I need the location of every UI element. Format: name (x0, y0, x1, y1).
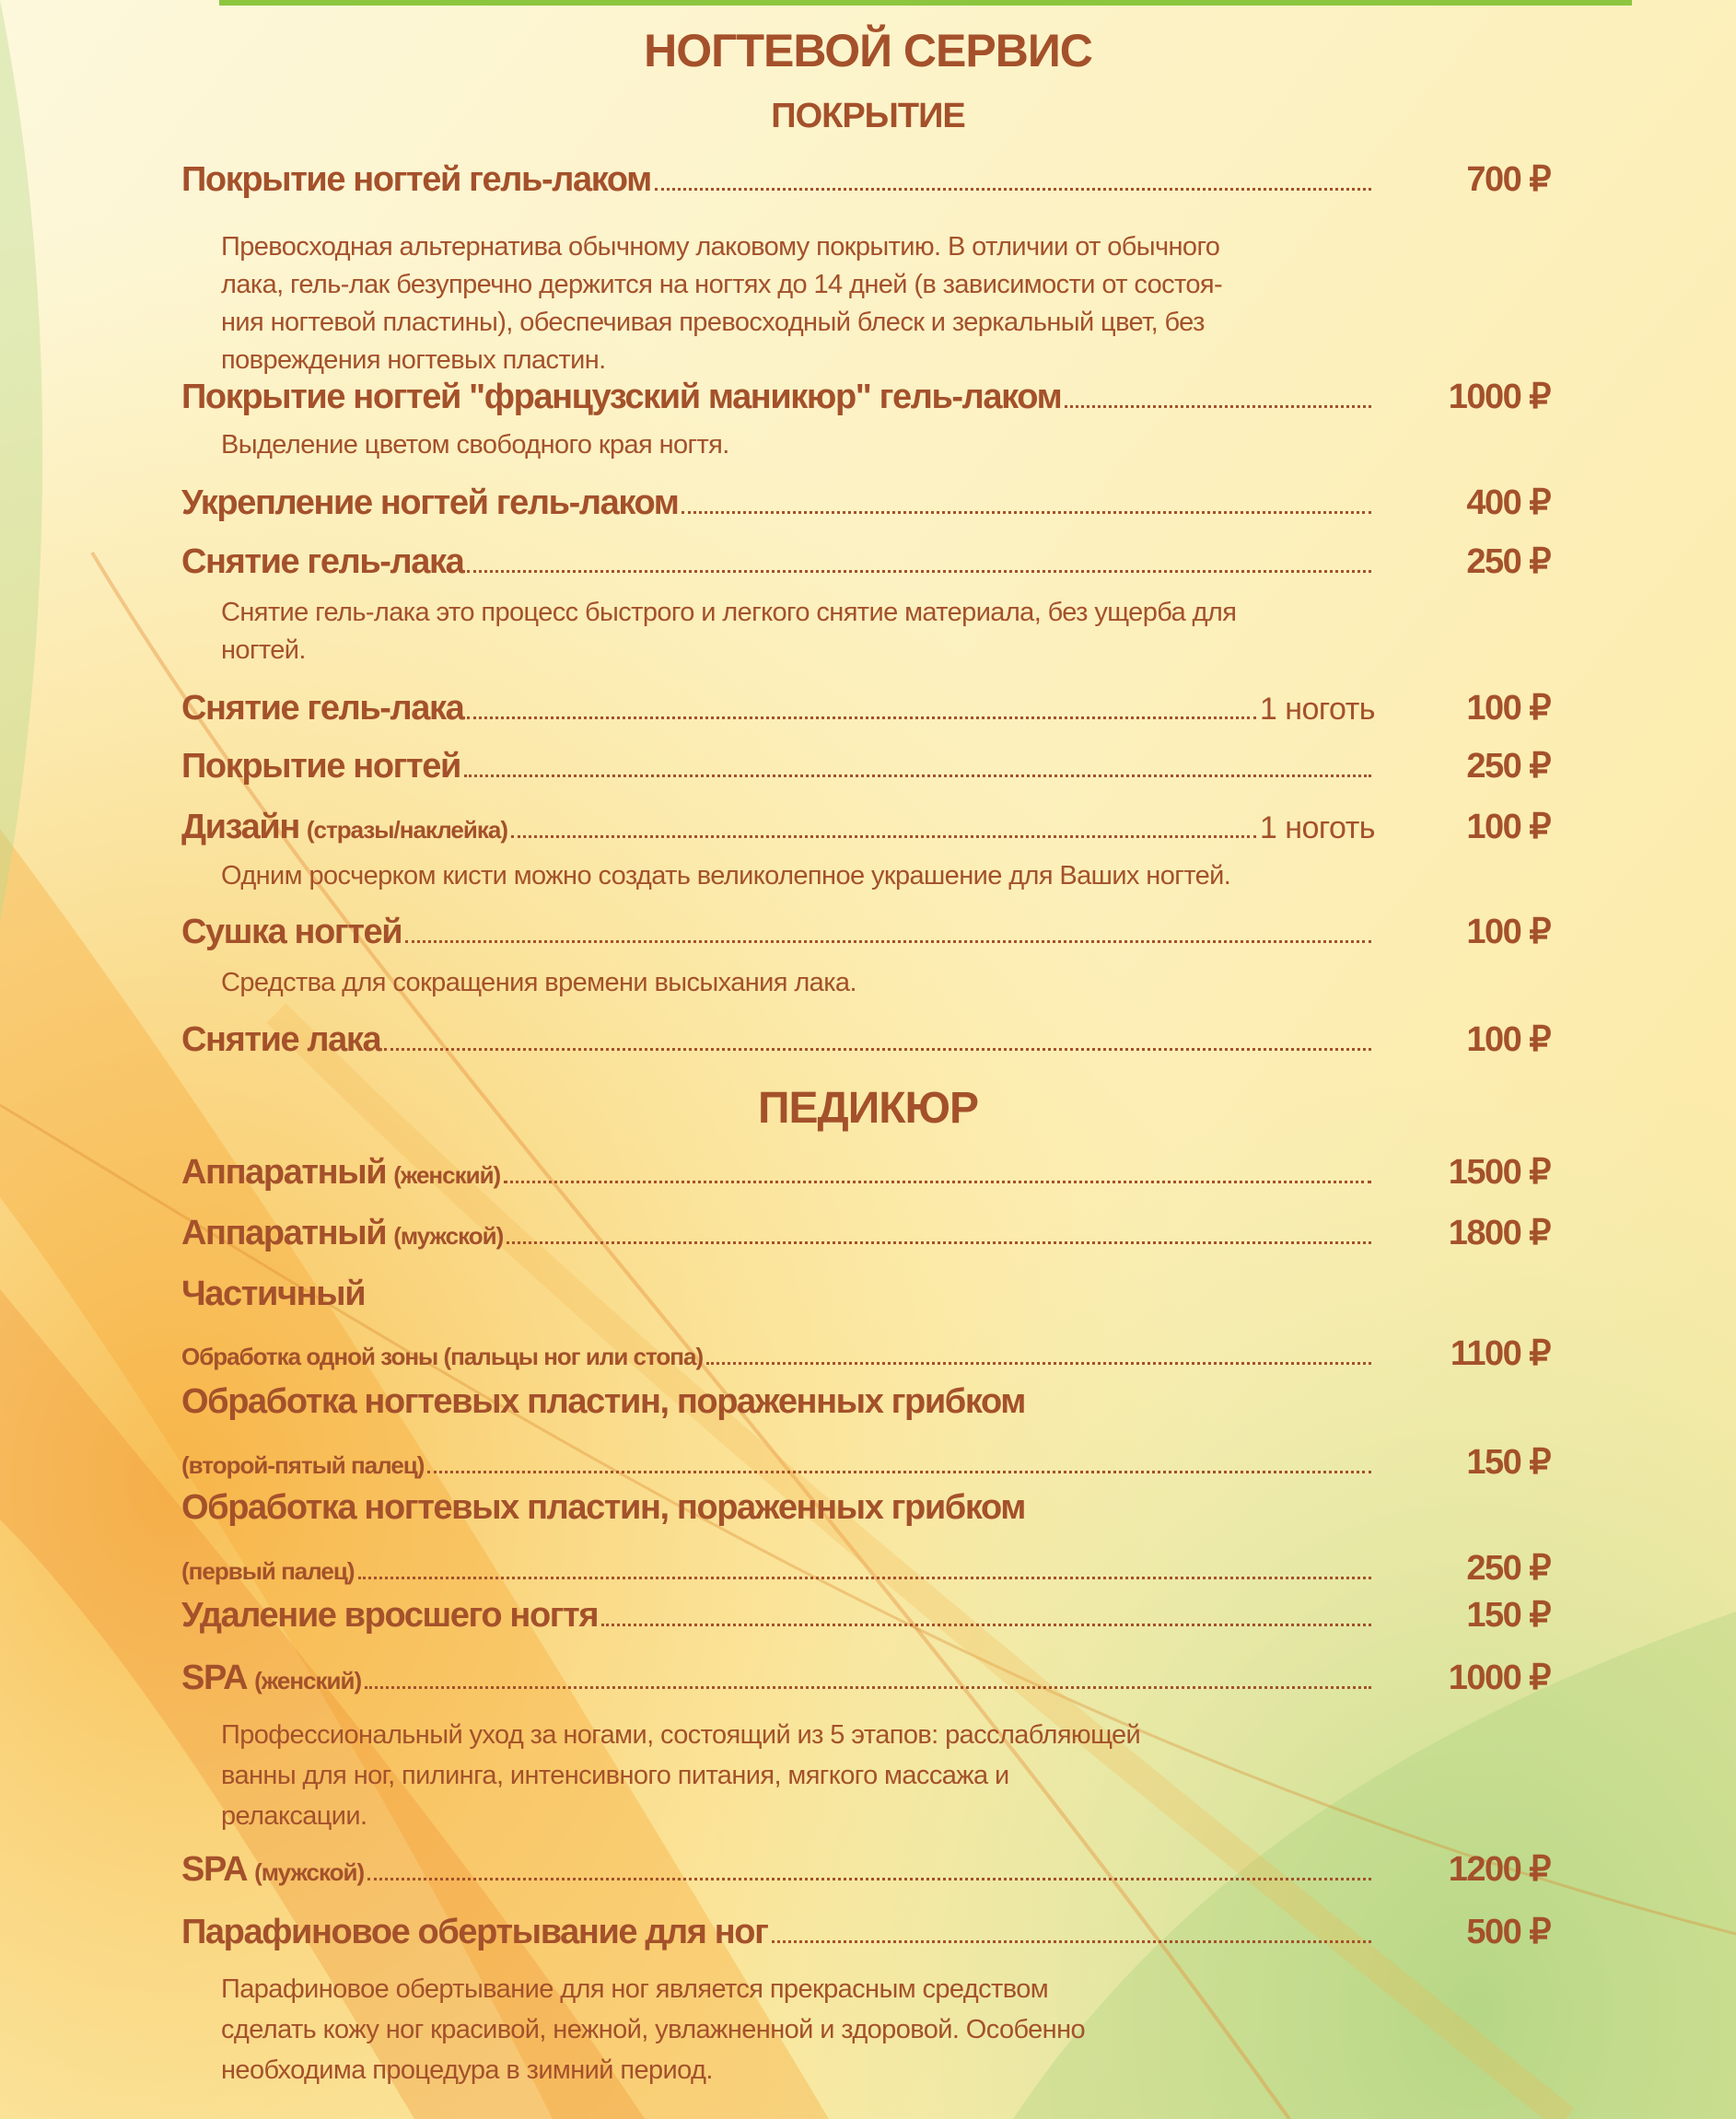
service-row (181, 1657, 1550, 1698)
service-row (181, 1594, 1550, 1636)
service-row (181, 1333, 1550, 1374)
service-row (181, 745, 1550, 786)
service-price: 1200 ₽ (1448, 1850, 1550, 1889)
service-description (221, 426, 1400, 464)
service-price: 100 ₽ (1466, 808, 1550, 846)
dot-leader (405, 940, 1371, 943)
service-subtitle: (первый палец) (181, 1557, 355, 1585)
service-description (221, 1715, 1400, 1836)
service-note: (женский) (254, 1667, 362, 1694)
service-row (181, 1547, 1550, 1589)
description-line: повреждения ногтевых пластин. (221, 345, 606, 375)
dot-leader (706, 1362, 1371, 1365)
service-name: Парафиновое обертывание для ног (181, 1913, 768, 1951)
service-row (181, 482, 1550, 523)
service-row (181, 1151, 1550, 1193)
description-line: необходима процедура в зимний период. (221, 2055, 713, 2085)
dot-leader (367, 1878, 1371, 1880)
service-price: 100 ₽ (1466, 689, 1550, 728)
dot-leader (504, 1181, 1371, 1183)
description-line: Превосходная альтернатива обычному лаковому покрытию. В отличии от обычного (221, 232, 1220, 262)
service-row (181, 1212, 1550, 1253)
description-line: ванны для ног, пилинга, интенсивного питания, мягкого массажа и (221, 1761, 1009, 1790)
service-unit: 1 ноготь (1259, 692, 1375, 727)
service-note: (мужской) (393, 1222, 504, 1250)
service-row (181, 1019, 1550, 1060)
service-name: Снятие лака (181, 1020, 381, 1059)
service-row (181, 911, 1550, 952)
service-name: Покрытие ногтей гель-лаком (181, 160, 651, 199)
service-price: 100 ₽ (1466, 1020, 1550, 1059)
dot-leader (467, 716, 1255, 719)
dot-leader (358, 1577, 1371, 1579)
section-title-coating: ПОКРЫТИЕ (771, 97, 965, 135)
description-line: ногтей. (221, 635, 306, 665)
service-name: SPA (181, 1850, 248, 1889)
dot-leader (511, 835, 1256, 838)
description-line: Профессиональный уход за ногами, состоящий из 5 этапов: расслабляющей (221, 1720, 1141, 1750)
service-name: Покрытие ногтей (181, 747, 460, 786)
description-line: релаксации. (221, 1801, 367, 1831)
dot-leader (772, 1940, 1372, 1943)
service-description (221, 964, 1400, 1002)
description-line: Средства для сокращения времени высыхания лака. (221, 968, 856, 997)
service-row (181, 806, 1550, 847)
dot-leader (467, 570, 1371, 573)
service-price: 150 ₽ (1466, 1443, 1550, 1482)
service-description (221, 857, 1400, 895)
dot-leader (427, 1471, 1371, 1473)
service-row (181, 1441, 1550, 1483)
service-price: 100 ₽ (1466, 913, 1550, 951)
description-line: Снятие гель-лака это процесс быстрого и легкого снятие материала, без ущерба для (221, 598, 1237, 627)
service-description (221, 1969, 1400, 2090)
service-row (181, 1911, 1550, 1952)
service-subtitle: Обработка одной зоны (пальцы ног или стопа) (181, 1343, 704, 1370)
service-name: Аппаратный (181, 1153, 387, 1192)
service-price: 1100 ₽ (1450, 1334, 1550, 1373)
service-price: 1000 ₽ (1448, 378, 1550, 416)
service-note: (женский) (393, 1161, 501, 1189)
page-title: НОГТЕВОЙ СЕРВИС (644, 25, 1092, 76)
description-line: ния ногтевой пластины), обеспечивая превосходный блеск и зеркальный цвет, без (221, 308, 1205, 337)
service-description (221, 594, 1400, 669)
service-name: Удаление вросшего ногтя (181, 1596, 599, 1635)
service-price: 250 ₽ (1466, 747, 1550, 786)
service-name: Укрепление ногтей гель-лаком (181, 483, 679, 522)
service-note: (стразы/наклейка) (306, 816, 507, 844)
description-line: лака, гель-лак безупречно держится на ногтях до 14 дней (в зависимости от состоя- (221, 270, 1223, 299)
dot-leader (365, 1686, 1371, 1689)
dot-leader (507, 1241, 1371, 1244)
service-price: 150 ₽ (1466, 1596, 1550, 1635)
service-row (181, 376, 1550, 417)
description-line: сделать кожу ног красивой, нежной, увлажненной и здоровой. Особенно (221, 2015, 1086, 2044)
service-name: SPA (181, 1659, 248, 1697)
service-name: Частичный (181, 1275, 366, 1313)
service-description (221, 228, 1400, 379)
dot-leader (464, 774, 1371, 777)
service-price: 250 ₽ (1466, 1549, 1550, 1588)
service-unit: 1 ноготь (1259, 810, 1375, 845)
dot-leader (384, 1048, 1371, 1051)
service-name: Дизайн (181, 808, 299, 846)
service-row (181, 1848, 1550, 1890)
description-line: Одним росчерком кисти можно создать великолепное украшение для Ваших ногтей. (221, 861, 1231, 891)
service-price: 250 ₽ (1466, 542, 1550, 581)
service-price: 1800 ₽ (1448, 1214, 1550, 1252)
description-line: Парафиновое обертывание для ног является прекрасным средством (221, 1974, 1049, 2004)
service-name: Покрытие ногтей "французский маникюр" гель-лаком (181, 378, 1062, 416)
dot-leader (601, 1624, 1371, 1626)
service-price: 1500 ₽ (1448, 1153, 1550, 1192)
dot-leader (655, 188, 1371, 191)
top-accent-line (219, 0, 1632, 6)
service-note: (мужской) (254, 1858, 365, 1886)
dot-leader (682, 511, 1371, 514)
service-row (181, 687, 1550, 728)
section-title-pedicure: ПЕДИКЮР (757, 1084, 979, 1133)
service-name: Аппаратный (181, 1214, 387, 1252)
service-name: Сушка ногтей (181, 913, 402, 951)
service-price: 500 ₽ (1466, 1913, 1550, 1951)
service-name: Обработка ногтевых пластин, пораженных грибком (181, 1488, 1026, 1527)
service-price: 700 ₽ (1466, 160, 1550, 199)
service-name: Снятие гель-лака (181, 689, 464, 728)
service-name: Снятие гель-лака (181, 542, 464, 581)
service-price: 1000 ₽ (1448, 1659, 1550, 1697)
service-row (181, 541, 1550, 582)
service-row (181, 158, 1550, 200)
service-subtitle: (второй-пятый палец) (181, 1451, 425, 1479)
description-line: Выделение цветом свободного края ногтя. (221, 430, 729, 460)
service-name: Обработка ногтевых пластин, пораженных грибком (181, 1382, 1026, 1421)
service-price: 400 ₽ (1466, 483, 1550, 522)
dot-leader (1065, 405, 1371, 408)
